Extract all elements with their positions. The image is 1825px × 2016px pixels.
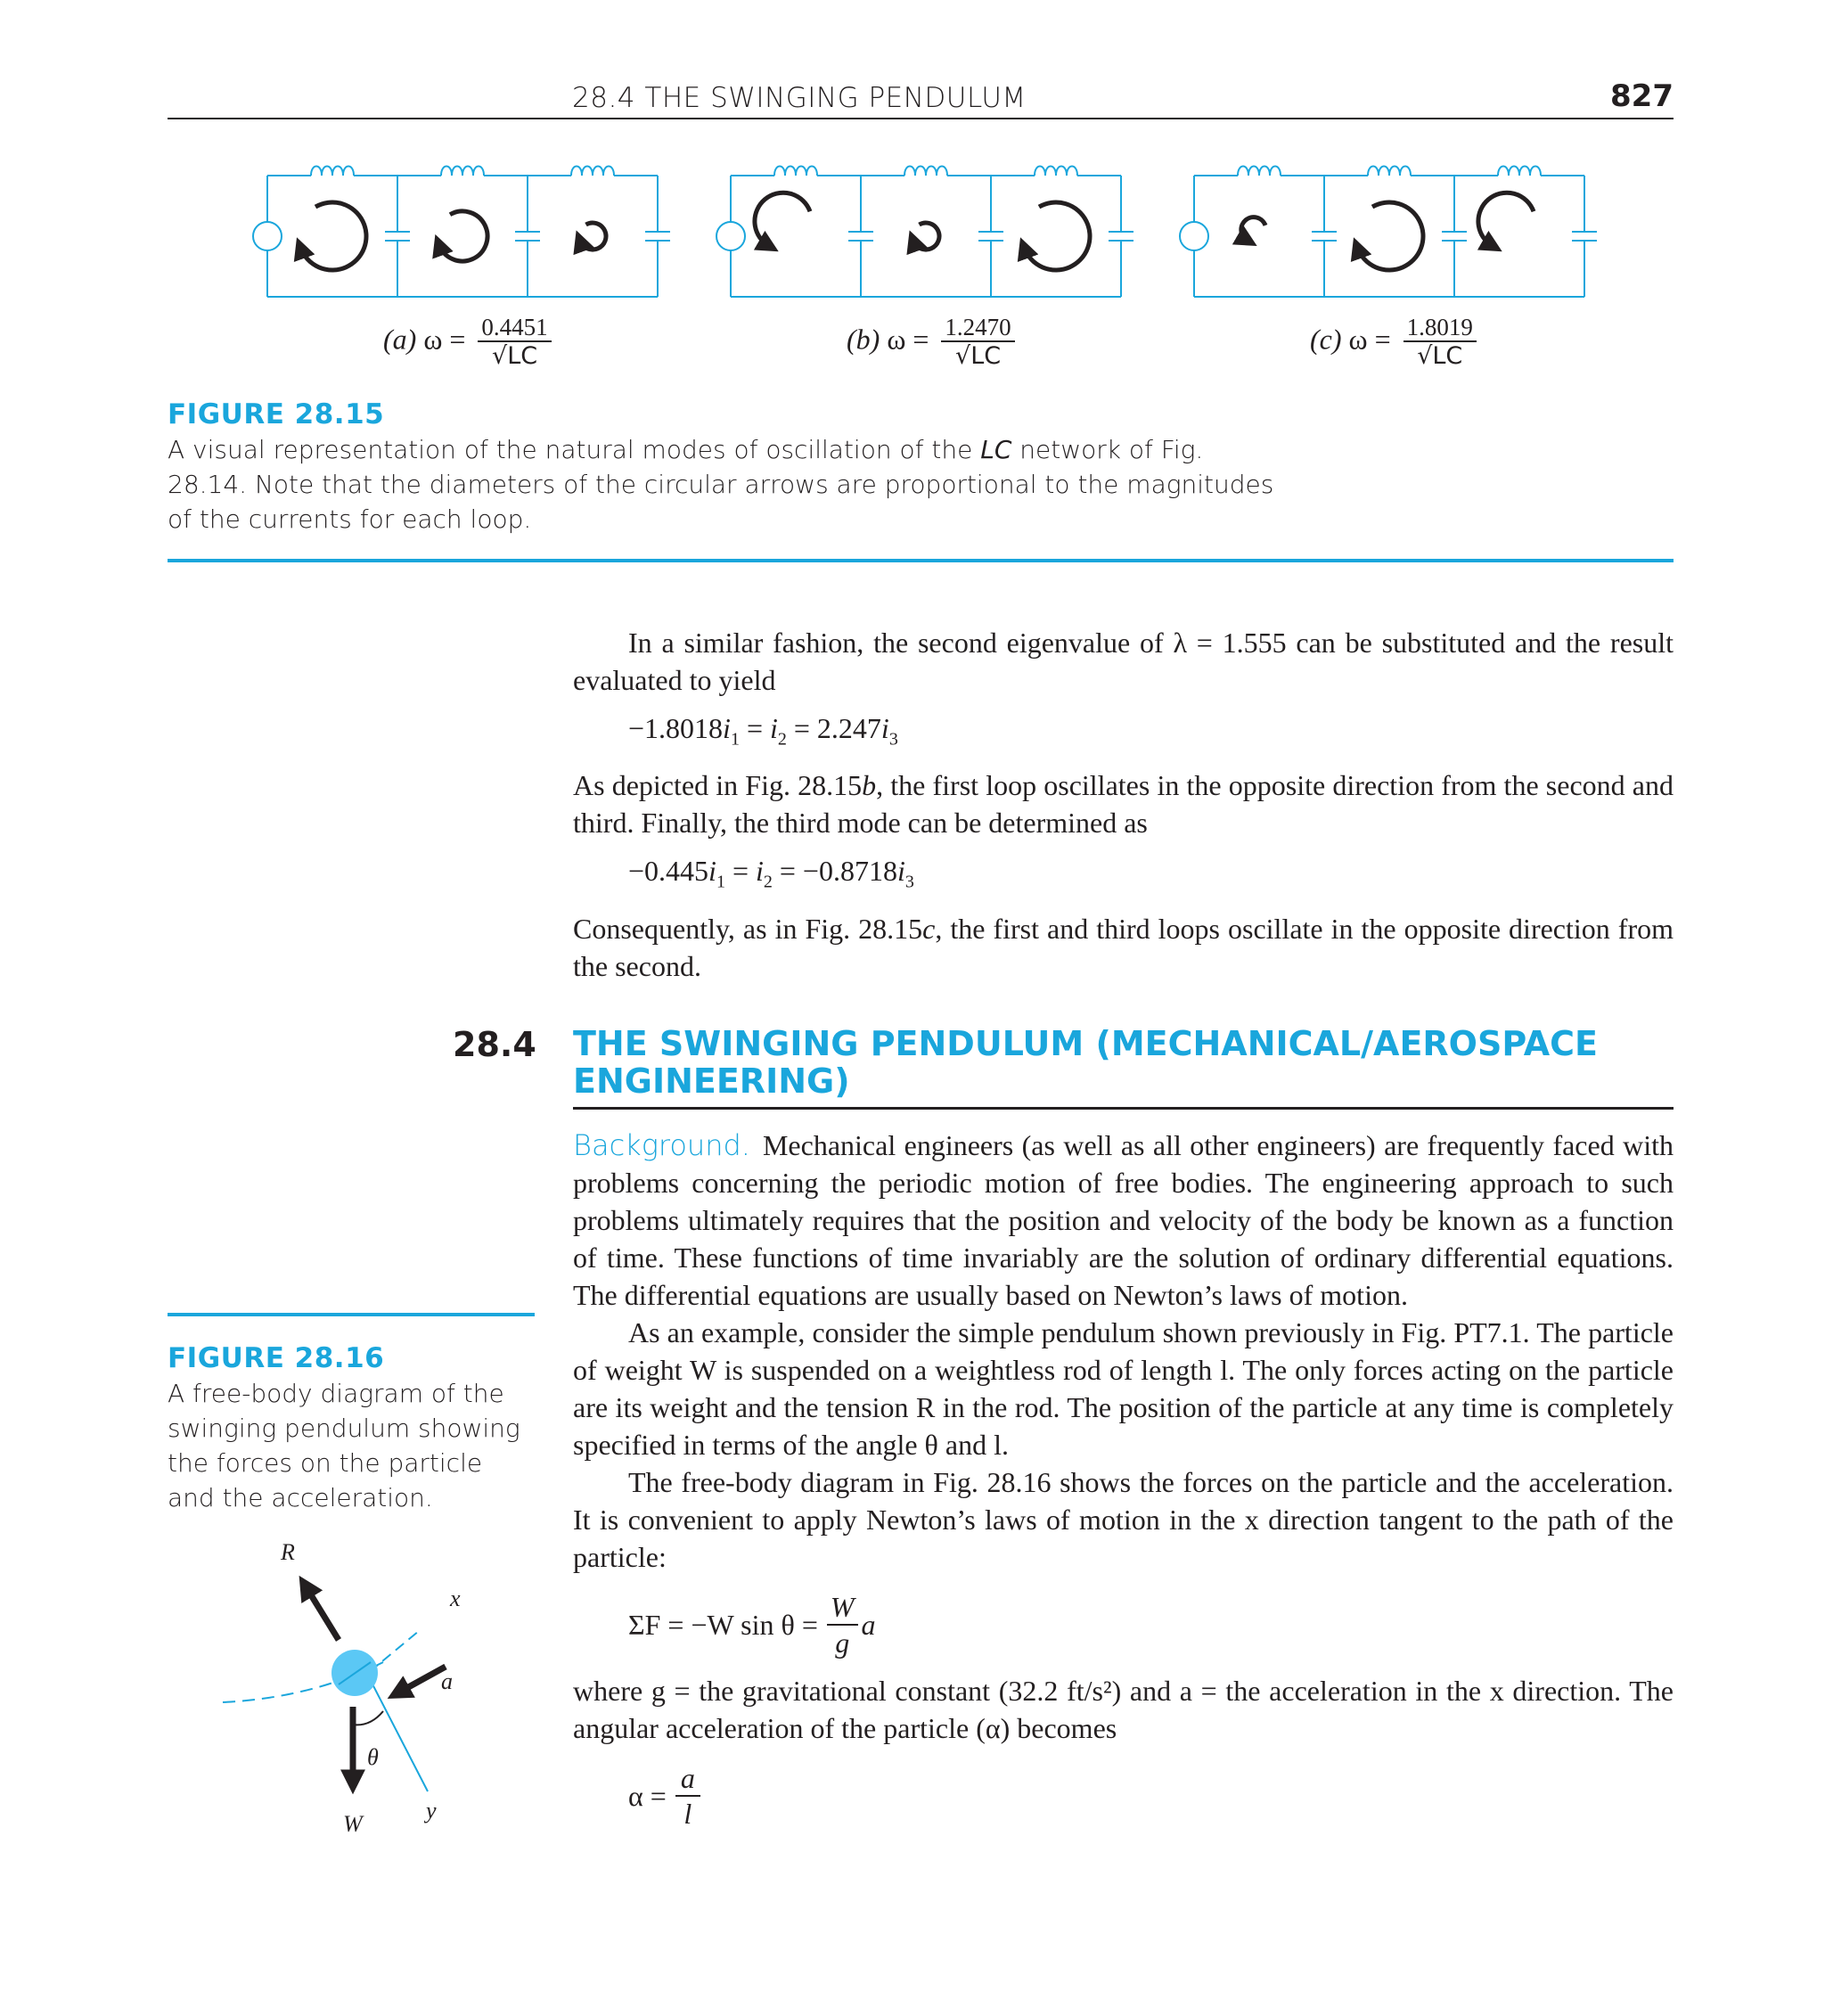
panel-label-c: (c) [1310, 323, 1342, 356]
current-loop-arrow-icon [755, 193, 810, 246]
figure-28-16-caption-text: A free-body diagram of the swinging pendulum showing the forces on the particle and the acceleration. [168, 1379, 520, 1512]
background-paragraph-3: The free-body diagram in Fig. 28.16 shows the forces on the particle and the acceleration. It is convenient to apply Newton’s laws of motion in the x direction tangent to the path of the particle: [573, 1466, 1674, 1573]
omega-symbol-a: ω = [423, 323, 466, 356]
figure-28-16-rule [168, 1313, 535, 1316]
figure-28-16-label: FIGURE 28.16 [168, 1342, 385, 1374]
current-loop-arrow-icon [1241, 217, 1265, 241]
equation-mode-2: $-1.8018i_1 = i_2 = 2.247i_3$ [628, 712, 898, 750]
panel-label-b: (b) [847, 323, 880, 356]
source-circle [253, 222, 282, 250]
omega-symbol-b: ω = [887, 323, 929, 356]
label-x: x [450, 1586, 461, 1611]
omega-numerator-c: 1.8019 [1404, 314, 1477, 342]
figure-28-16-caption [168, 1342, 524, 1515]
label-W: W [343, 1811, 363, 1837]
figure-28-16-diagram [205, 1533, 526, 1854]
omega-symbol-c: ω = [1348, 323, 1391, 356]
equation-angular-acceleration: α = $\frac{a}{l}$ [628, 1761, 1674, 1831]
current-loop-arrow-icon [439, 211, 487, 261]
omega-label-c [1310, 314, 1477, 371]
equation-mode-3: $-0.445i_1 = i_2 = -0.8718i_3$ [628, 855, 914, 892]
acceleration-arrow [394, 1667, 446, 1695]
label-theta: θ [367, 1744, 379, 1770]
background-paragraph-1: Background. Mechanical engineers (as well as all other engineers) are frequently faced with problems concerning the periodic motion of free bodies. The engineering approach to such problems ultimately requires that the position and velocity of the body be known as a function of time. These functions of time invariably are the solution of ordinary differential equations. The differential equations are usually based on Newton’s laws of motion. [573, 1128, 1674, 1311]
figure-28-15-rule [168, 559, 1674, 562]
section-title: THE SWINGING PENDULUM (MECHANICAL/AEROSPACE ENGINEERING) [573, 1025, 1674, 1110]
omega-denominator-b: √LC [954, 342, 1002, 370]
current-loop-arrow-icon [1357, 202, 1423, 270]
background-text-block [573, 1127, 1674, 1831]
source-circle [1180, 222, 1208, 250]
label-y: y [426, 1798, 437, 1823]
running-header [168, 78, 1674, 119]
figure-28-15-caption-text: A visual representation of the natural modes of oscillation of the LC network of Fig. 28.14. Note that the diameters of the circular arrows are proportional to the magnitudes of the currents for each loop. [168, 435, 1274, 534]
omega-label-b [847, 314, 1015, 371]
figure-28-15-caption [168, 398, 1290, 537]
panel-label-a: (a) [383, 323, 417, 356]
current-loop-arrow-icon [913, 223, 939, 250]
omega-numerator-b: 1.2470 [941, 314, 1014, 342]
current-loop-arrow-icon [1478, 193, 1534, 246]
omega-numerator-a: 0.4451 [478, 314, 551, 342]
figure-28-15-label: FIGURE 28.15 [168, 398, 385, 430]
source-circle [716, 222, 745, 250]
intro-paragraph-1: In a similar fashion, the second eigenvalue of λ = 1.555 can be substituted and the result evaluated to yield [573, 627, 1674, 696]
intro-paragraph-3: Consequently, as in Fig. 28.15c, the first and third loops oscillate in the opposite direction from the second. [573, 912, 1674, 982]
label-R: R [281, 1539, 295, 1565]
equation-force-balance: ΣF = −W sin θ = $\frac{W}{g}$ a [628, 1591, 876, 1659]
omega-label-a [383, 314, 552, 371]
background-label: Background. [573, 1128, 750, 1162]
page-number: 827 [1610, 78, 1674, 114]
omega-denominator-a: √LC [491, 342, 538, 370]
current-loop-arrow-icon [580, 223, 606, 250]
section-number: 28.4 [453, 1025, 536, 1064]
intro-paragraph-2: As depicted in Fig. 28.15b, the first loop oscillates in the opposite direction from the second and third. Finally, the third mode can be determined as [573, 769, 1674, 840]
omega-denominator-c: √LC [1417, 342, 1463, 370]
background-paragraph-4: where g = the gravitational constant (32.2 ft/s²) and a = the acceleration in the x direction. The angular acceleration of the particle (α) becomes [573, 1675, 1674, 1744]
background-paragraph-2: As an example, consider the simple pendulum shown previously in Fig. PT7.1. The particle of weight W is suspended on a weightless rod of length l. The only forces acting on the particle are its weight and the tension R in the rod. The position of the particle at any time is completely specified in terms of the angle θ and l. [573, 1316, 1674, 1461]
theta-arc [352, 1711, 383, 1725]
intro-text-block [573, 624, 1674, 985]
running-head-title: 28.4 THE SWINGING PENDULUM [572, 82, 1027, 114]
current-loop-arrow-icon [300, 202, 366, 270]
label-a: a [441, 1668, 453, 1694]
current-loop-arrow-icon [1024, 202, 1090, 270]
tension-arrow [303, 1582, 339, 1640]
